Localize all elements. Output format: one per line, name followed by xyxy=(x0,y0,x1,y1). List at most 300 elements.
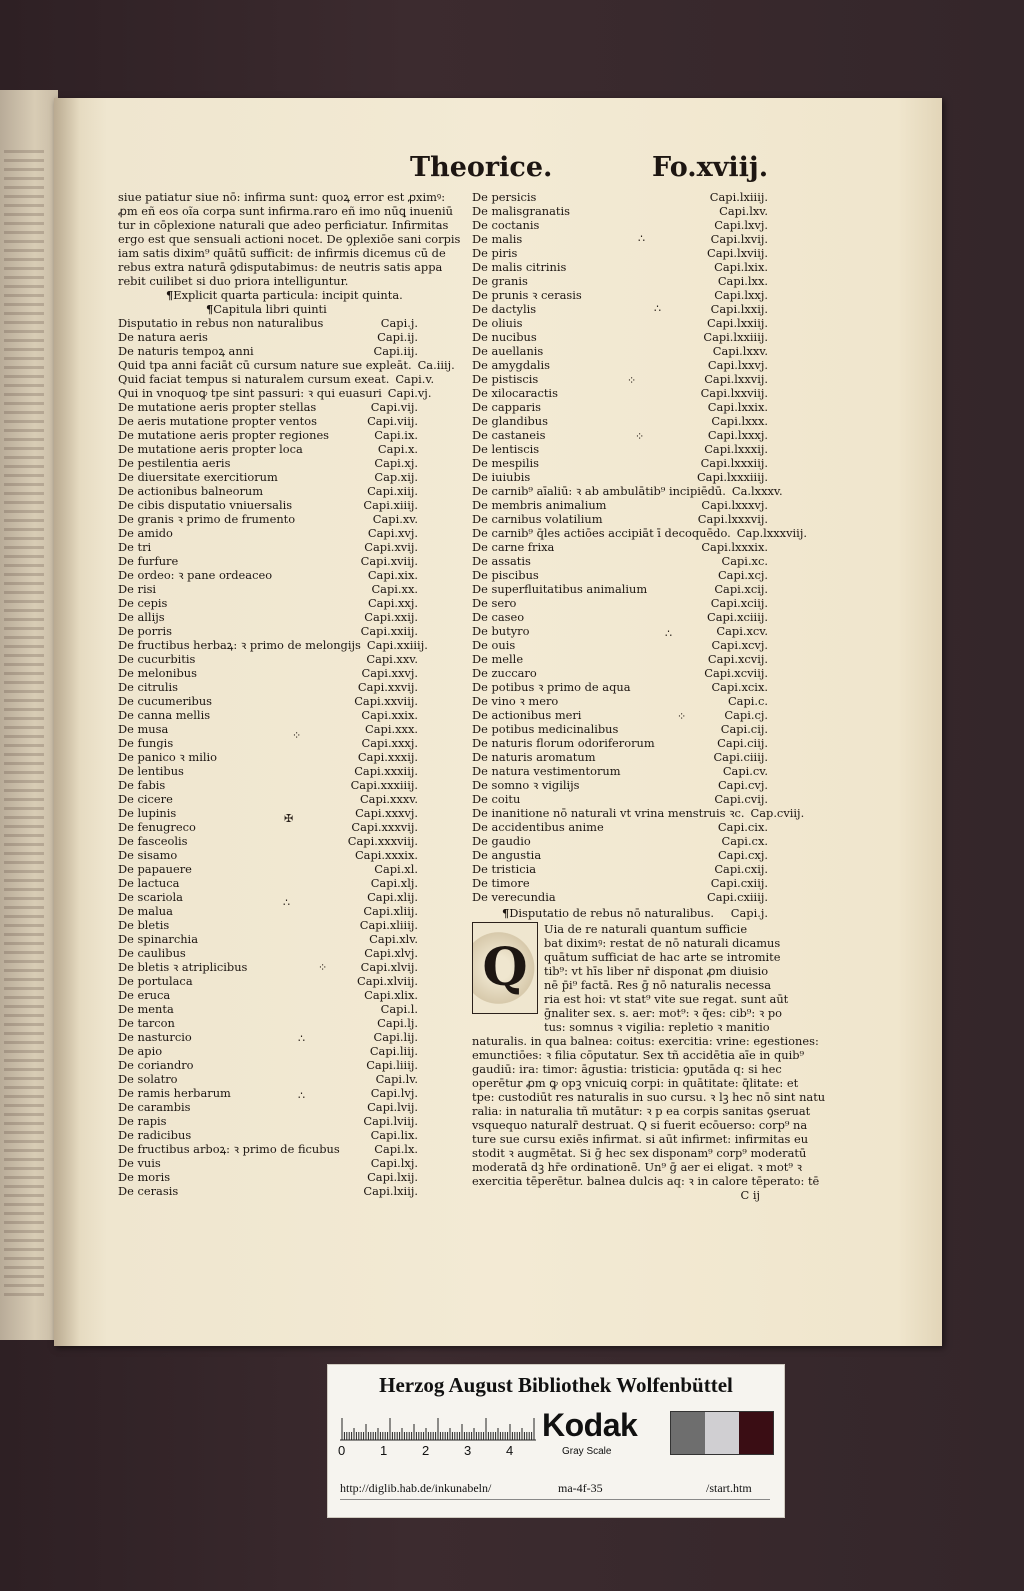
signature-mark: C ij xyxy=(740,1188,760,1202)
chapter-entry xyxy=(118,694,418,708)
chapter-entry xyxy=(472,330,768,344)
chapter-number: Capi.xxxj. xyxy=(361,736,418,750)
chapter-title: De cucumeribus xyxy=(118,694,213,708)
chapter-number: Capi.lxxxiiij. xyxy=(696,470,768,484)
chapter-title: De nucibus xyxy=(472,330,537,344)
chapter-entry xyxy=(472,288,768,302)
chapter-title: De pestilentia aeris xyxy=(118,456,231,470)
folio-number: Fo.xviij. xyxy=(652,152,769,183)
chapter-entry xyxy=(472,820,768,834)
text-line: ergo est que sensuali actioni nocet. De ꝯplexiōe sani corpis xyxy=(118,232,461,246)
chapter-number: Capi.cij. xyxy=(720,722,768,736)
chapter-entry xyxy=(472,652,768,666)
chapter-number: Capi.lxxij. xyxy=(710,302,768,316)
ornament-icon: ∴ xyxy=(665,627,672,640)
chapter-entry xyxy=(118,540,418,554)
chapter-entry xyxy=(118,1170,418,1184)
chapter-number: Capi.lxx. xyxy=(717,274,768,288)
chapter-entry xyxy=(118,568,418,582)
chapter-title: De gaudio xyxy=(472,834,531,848)
chapter-title: De cerasis xyxy=(118,1184,179,1198)
chapter-entry xyxy=(472,512,768,526)
text-line: tus: somnus ꝛ vigilia: repletio ꝛ manitio xyxy=(544,1020,770,1034)
chapter-number: Capi.xxxix. xyxy=(354,848,418,862)
chapter-number: Capi.lj. xyxy=(377,1016,418,1030)
chapter-title: De radicibus xyxy=(118,1128,192,1142)
chapter-entry xyxy=(118,428,418,442)
chapter-number: Capi.liiij. xyxy=(366,1058,418,1072)
chapter-title: De pistiscis xyxy=(472,372,539,386)
chapter-entry xyxy=(118,512,418,526)
chapter-title: De carnib⁹ q̄les actiōes accipiāt ī decoquēdo. xyxy=(472,526,731,540)
ornament-icon: ∴ xyxy=(638,232,645,245)
chapter-title: De canna mellis xyxy=(118,708,211,722)
chapter-entry xyxy=(472,400,768,414)
text-line: operētur ꝓm ꝙ opꝫ vnicuiꝗ corpi: in quātitate: q̄litate: et xyxy=(472,1076,799,1090)
chapter-entry xyxy=(472,610,768,624)
chapter-title: De fabis xyxy=(118,778,166,792)
chapter-number: Capi.ij. xyxy=(377,330,418,344)
chapter-number: Cap.xij. xyxy=(374,470,418,484)
chapter-number: Capi.lxj. xyxy=(370,1156,418,1170)
chapter-entry xyxy=(118,890,418,904)
chapter-title: De angustia xyxy=(472,848,542,862)
chapter-title: De malua xyxy=(118,904,173,918)
chapter-title: De scariola xyxy=(118,890,183,904)
chapter-number: Capi.lxxj. xyxy=(714,288,768,302)
chapter-title: De papauere xyxy=(118,862,192,876)
text-line: emunctiōes: ꝛ filia cōputatur. Sex tñ accidētia aīe in quib⁹ xyxy=(472,1048,805,1062)
ruler-number: 2 xyxy=(422,1443,430,1458)
chapter-entry xyxy=(472,526,807,540)
chapter-entry xyxy=(118,666,418,680)
chapter-number: Capi.lij. xyxy=(373,1030,418,1044)
chapter-title: De lentibus xyxy=(118,764,184,778)
chapter-entry xyxy=(118,1114,418,1128)
chapter-title: De panico ꝛ milio xyxy=(118,750,218,764)
text-line: siue patiatur siue nō: infirma sunt: quoꝝ error est ꝓximꝰ: xyxy=(118,190,446,204)
chapter-title: De aeris mutatione propter ventos xyxy=(118,414,317,428)
kodak-brand: Kodak xyxy=(542,1407,638,1443)
explicit-line xyxy=(118,288,418,302)
explicit-text: Explicit quarta particula: incipit quinta. xyxy=(173,288,403,302)
chapter-title: De dactylis xyxy=(472,302,537,316)
text-line: iam satis dixim⁹ quātū sufficit: de infirmis dicemus cū de xyxy=(118,246,446,260)
chapter-title: De fructibus arboꝝ: ꝛ primo de ficubus xyxy=(118,1142,340,1156)
chapter-number: Capi.xxxvj. xyxy=(355,806,418,820)
chapter-title: De rapis xyxy=(118,1114,167,1128)
capitula-line xyxy=(118,302,418,316)
chapter-number: Capi.cix. xyxy=(717,820,768,834)
chapter-title: De mutatione aeris propter stellas xyxy=(118,400,317,414)
chapter-entry xyxy=(472,764,768,778)
chapter-entry xyxy=(472,246,768,260)
chapter-entry xyxy=(118,372,435,386)
chapter-number: Capi.xl. xyxy=(374,862,418,876)
page-gutter-shadow xyxy=(54,98,80,1346)
chapter-entry xyxy=(472,834,768,848)
chapter-number: Capi.lxiiij. xyxy=(709,190,768,204)
chapter-number: Capi.cx. xyxy=(721,834,768,848)
pilcrow-icon: ¶ xyxy=(166,288,174,302)
chapter-number: Capi.xv. xyxy=(372,512,418,526)
chapter-number: Capi.xxvij. xyxy=(357,680,418,694)
chapter-number: Capi.lxxix. xyxy=(707,400,768,414)
chapter-number: Capi.xxviij. xyxy=(354,694,418,708)
chapter-entry xyxy=(472,680,768,694)
ornament-icon: ⁘ xyxy=(292,729,302,742)
chapter-number: Capi.xvij. xyxy=(364,540,418,554)
chapter-entry xyxy=(118,862,418,876)
chapter-entry xyxy=(118,470,418,484)
text-line: bat diximꝰ: restat de nō naturali dicamus xyxy=(544,936,781,950)
chapter-number: Capi.xxv. xyxy=(366,652,418,666)
facing-page-edge xyxy=(0,90,58,1340)
chapter-title: De membris animalium xyxy=(472,498,607,512)
disputatio-heading xyxy=(472,906,768,920)
chapter-entry xyxy=(118,834,418,848)
chapter-title: De allijs xyxy=(118,610,165,624)
chapter-title: De lupinis xyxy=(118,806,177,820)
chapter-entry xyxy=(472,582,768,596)
chapter-title: De coctanis xyxy=(472,218,540,232)
chapter-number: Capi.xlvj. xyxy=(364,946,418,960)
chapter-title: De ramis herbarum xyxy=(118,1086,231,1100)
chapter-number: Capi.cxj. xyxy=(717,848,768,862)
chapter-number: Capi.xix. xyxy=(367,568,418,582)
chapter-entry xyxy=(472,890,768,904)
chapter-entry xyxy=(472,218,768,232)
chapter-number: Capi.cxiiij. xyxy=(707,890,768,904)
body-paragraph xyxy=(472,1034,826,1188)
chapter-title: De malis citrinis xyxy=(472,260,567,274)
chapter-title: De persicis xyxy=(472,190,537,204)
chapter-entry xyxy=(118,498,418,512)
chapter-title: De inanitione nō naturali vt vrina menstruis ꝛc. xyxy=(472,806,745,820)
intro-paragraph xyxy=(118,190,461,288)
chapter-title: De cepis xyxy=(118,596,168,610)
chapter-title: De cicere xyxy=(118,792,173,806)
chapter-entry xyxy=(118,1002,418,1016)
chapter-number: Capi.xxx. xyxy=(365,722,418,736)
chapter-number: Capi.lvj. xyxy=(370,1086,418,1100)
chapter-number: Capi.lxxxiij. xyxy=(700,456,768,470)
chapter-number: Capi.vij. xyxy=(370,400,418,414)
chapter-entry xyxy=(118,918,418,932)
ornament-icon: ∴ xyxy=(654,302,661,315)
chapter-number: Capi.xcj. xyxy=(717,568,768,582)
chapter-entry xyxy=(472,358,768,372)
text-line: gaudiū: ira: timor: āgustia: tristicia: ꝯputāda q: si hec xyxy=(472,1062,782,1076)
chapter-number: Capi.lxxviij. xyxy=(700,386,768,400)
chapter-number: Capi.lxxxvj. xyxy=(701,498,768,512)
chapter-entry xyxy=(472,204,768,218)
chapter-title: De granis xyxy=(472,274,528,288)
chapter-entry xyxy=(118,1072,418,1086)
chapter-title: De bletis ꝛ atriplicibus xyxy=(118,960,248,974)
chapter-title: De auellanis xyxy=(472,344,544,358)
left-chapter-list xyxy=(118,316,455,1198)
chapter-title: De prunis ꝛ cerasis xyxy=(472,288,582,302)
chapter-entry xyxy=(118,442,418,456)
chapter-title: De portulaca xyxy=(118,974,193,988)
chapter-title: De carnib⁹ aīaliū: ꝛ ab ambulātib⁹ incipiēdū. xyxy=(472,484,726,498)
chapter-title: De cibis disputatio vniuersalis xyxy=(118,498,293,512)
chapter-number: Capi.xx. xyxy=(371,582,418,596)
chapter-entry xyxy=(118,414,418,428)
chapter-entry xyxy=(118,736,418,750)
label-divider xyxy=(340,1499,770,1500)
text-line: ralia: in naturalia tñ mutātur: ꝛ p ea corpis sanitas ꝯseruat xyxy=(472,1104,811,1118)
chapter-number: Capi.xlvij. xyxy=(360,960,418,974)
chapter-number: Capi.lxiij. xyxy=(363,1184,418,1198)
text-line: tur in cōplexione naturali que adeo perficiatur. Infirmitas xyxy=(118,218,449,232)
chapter-title: De caulibus xyxy=(118,946,186,960)
chapter-entry xyxy=(118,1016,418,1030)
ruler-number: 1 xyxy=(380,1443,388,1458)
chapter-entry xyxy=(118,1030,418,1044)
chapter-entry xyxy=(118,820,418,834)
chapter-title: De accidentibus anime xyxy=(472,820,604,834)
chapter-number: Capi.lx. xyxy=(374,1142,418,1156)
chapter-title: De amido xyxy=(118,526,173,540)
chapter-number: Capi.xj. xyxy=(374,456,418,470)
chapter-number: Capi.lxxxj. xyxy=(707,428,768,442)
chapter-number: Capi.lv. xyxy=(375,1072,418,1086)
chapter-title: De zuccaro xyxy=(472,666,537,680)
chapter-number: Capi.cxij. xyxy=(714,862,768,876)
chapter-title: De ouis xyxy=(472,638,516,652)
chapter-number: Capi.xc. xyxy=(721,554,768,568)
chapter-title: De iuiubis xyxy=(472,470,531,484)
text-line: rebus extra naturā ꝯdisputabimus: de neutris satis appa xyxy=(118,260,443,274)
text-line: tpe: custodiūt res naturalis in suo cursu. ꝛ lꝫ hec nō sint natu xyxy=(472,1090,826,1104)
chapter-entry xyxy=(118,526,418,540)
ruler-number: 4 xyxy=(506,1443,514,1458)
chapter-number: Capi.xlviij. xyxy=(356,974,418,988)
chapter-number: Capi.lviij. xyxy=(363,1114,418,1128)
library-label-card xyxy=(327,1364,785,1518)
chapter-title: De lactuca xyxy=(118,876,180,890)
chapter-entry xyxy=(118,1044,418,1058)
chapter-entry xyxy=(472,736,768,750)
ornament-icon: ∴ xyxy=(298,1032,305,1045)
gray-swatch xyxy=(739,1412,773,1454)
chapter-title: De naturis tempoꝝ anni xyxy=(118,344,254,358)
chapter-number: Capi.x. xyxy=(377,442,418,456)
chapter-title: De diuersitate exercitiorum xyxy=(118,470,278,484)
chapter-number: Capi.xxij. xyxy=(364,610,418,624)
chapter-title: De verecundia xyxy=(472,890,556,904)
gray-scale-label: Gray Scale xyxy=(562,1446,612,1457)
chapter-entry xyxy=(118,806,418,820)
chapter-title: De citrulis xyxy=(118,680,179,694)
chapter-number: Capi.xxxvij. xyxy=(351,820,418,834)
chapter-title: De cucurbitis xyxy=(118,652,196,666)
chapter-entry xyxy=(118,848,418,862)
chapter-title: De oliuis xyxy=(472,316,523,330)
chapter-title: De superfluitatibus animalium xyxy=(472,582,648,596)
chapter-title: De moris xyxy=(118,1170,171,1184)
chapter-entry xyxy=(472,316,768,330)
chapter-number: Capi.lxij. xyxy=(367,1170,418,1184)
chapter-title: De potibus medicinalibus xyxy=(472,722,619,736)
chapter-title: De piscibus xyxy=(472,568,539,582)
chapter-entry xyxy=(118,456,418,470)
chapter-entry xyxy=(472,260,768,274)
chapter-number: Capi.xcvij. xyxy=(707,652,768,666)
chapter-number: Capi.xxxv. xyxy=(359,792,418,806)
chapter-title: De malisgranatis xyxy=(472,204,570,218)
chapter-title: De sisamo xyxy=(118,848,178,862)
chapter-number: Capi.xlij. xyxy=(367,890,418,904)
chapter-title: De fructibus herbaꝝ: ꝛ primo de melongijs xyxy=(118,638,361,652)
chapter-number: Capi.lxxxix. xyxy=(701,540,768,554)
chapter-entry xyxy=(118,652,418,666)
chapter-title: De risi xyxy=(118,582,157,596)
chapter-entry xyxy=(472,470,768,484)
chapter-entry xyxy=(118,904,418,918)
chapter-title: De amygdalis xyxy=(472,358,551,372)
facing-page-text xyxy=(4,150,44,1300)
chapter-entry xyxy=(118,778,418,792)
chapter-title: De carambis xyxy=(118,1100,191,1114)
text-line: ꝓm eñ eos oĩa corpa sunt infirma.raro eñ imo nūꝗ inueniū xyxy=(118,204,453,218)
chapter-title: De musa xyxy=(118,722,169,736)
chapter-entry xyxy=(118,764,418,778)
chapter-entry xyxy=(118,1100,418,1114)
chapter-number: Capi.c. xyxy=(727,694,768,708)
chapter-entry xyxy=(472,708,768,722)
text-line: quātum sufficiat de hac arte se intromite xyxy=(544,950,781,964)
chapter-number: Capi.ix. xyxy=(374,428,418,442)
chapter-number: Capi.xciij. xyxy=(710,596,768,610)
chapter-entry xyxy=(472,232,768,246)
chapter-title: De lentiscis xyxy=(472,442,540,456)
ornament-icon: ∴ xyxy=(283,896,290,909)
text-line: stodit ꝛ augmētat. Si ḡ hec sex disponam⁹ corp⁹ moderatū xyxy=(472,1146,807,1160)
chapter-entry xyxy=(472,386,768,400)
text-line: ria est hoi: vt stat⁹ vite sue regat. sunt aūt xyxy=(544,992,789,1006)
chapter-entry xyxy=(118,344,418,358)
text-line: naturalis. in qua balnea: coitus: exercitia: vrine: egestiones: xyxy=(472,1034,819,1048)
text-line: exercitia tēperētur. balnea dulcis aq: ꝛ in calore tēperato: tē xyxy=(472,1174,820,1188)
chapter-entry xyxy=(472,540,768,554)
chapter-number: Capi.j. xyxy=(380,316,418,330)
chapter-number: Capi.vj. xyxy=(387,386,432,400)
chapter-title: De actionibus meri xyxy=(472,708,582,722)
chapter-title: De potibus ꝛ primo de aqua xyxy=(472,680,631,694)
ornament-icon: ⁘ xyxy=(677,710,687,723)
chapter-title: De spinarchia xyxy=(118,932,198,946)
chapter-title: De tristicia xyxy=(472,862,537,876)
chapter-entry xyxy=(118,1142,418,1156)
text-line: Uia de re naturali quantum sufficie xyxy=(544,922,748,936)
chapter-number: Capi.cj. xyxy=(724,708,768,722)
chapter-number: Capi.xcij. xyxy=(714,582,768,596)
capitula-text: Capitula libri quinti xyxy=(213,302,327,316)
chapter-entry xyxy=(118,624,418,638)
chapter-title: De vuis xyxy=(118,1156,161,1170)
chapter-number: Cap.cviij. xyxy=(750,806,805,820)
chapter-title: De xilocaractis xyxy=(472,386,558,400)
chapter-title: De granis ꝛ primo de frumento xyxy=(118,512,296,526)
chapter-entry xyxy=(472,302,768,316)
chapter-title: De capparis xyxy=(472,400,541,414)
chapter-number: Capi.lvij. xyxy=(367,1100,418,1114)
chapter-number: Capi.xxxviij. xyxy=(347,834,418,848)
chapter-entry xyxy=(118,974,418,988)
chapter-title: De piris xyxy=(472,246,518,260)
chapter-number: Capi.lix. xyxy=(370,1128,418,1142)
chapter-title: De coitu xyxy=(472,792,521,806)
chapter-entry xyxy=(472,778,768,792)
chapter-title: De nasturcio xyxy=(118,1030,192,1044)
chapter-entry xyxy=(472,190,768,204)
right-chapter-list xyxy=(472,190,807,904)
chapter-entry xyxy=(472,554,768,568)
text-line: ture sue cursu exiēs infirmat. si aūt infirmet: infirmitas eu xyxy=(472,1132,809,1146)
left-column xyxy=(118,190,461,1198)
chapter-entry xyxy=(472,484,783,498)
chapter-title: De menta xyxy=(118,1002,174,1016)
chapter-title: Qui in vnoquoꝙ tpe sint passuri: ꝛ qui euasuri xyxy=(118,386,382,400)
chapter-number: Capi.xiij. xyxy=(367,484,418,498)
chapter-title: De castaneis xyxy=(472,428,546,442)
chapter-entry xyxy=(118,946,418,960)
chapter-number: Capi.ciij. xyxy=(717,736,768,750)
chapter-title: De coriandro xyxy=(118,1058,194,1072)
chapter-number: Capi.xxiiij. xyxy=(366,638,428,652)
chapter-entry xyxy=(118,1128,418,1142)
chapter-entry xyxy=(472,414,768,428)
chapter-number: Capi.lxxxvij. xyxy=(697,512,768,526)
chapter-title: De glandibus xyxy=(472,414,548,428)
chapter-entry xyxy=(118,876,418,890)
chapter-title: De furfure xyxy=(118,554,179,568)
chapter-number: Capi.lxxx. xyxy=(711,414,768,428)
chapter-entry xyxy=(472,750,768,764)
library-url[interactable]: http://diglib.hab.de/inkunabeln/ xyxy=(340,1481,492,1495)
chapter-title: De melle xyxy=(472,652,524,666)
chapter-title: De mespilis xyxy=(472,456,539,470)
gray-swatch xyxy=(671,1412,705,1454)
chapter-entry xyxy=(472,624,768,638)
chapter-number: Capi.l. xyxy=(380,1002,418,1016)
chapter-number: Capi.xliij. xyxy=(363,904,418,918)
chapter-number: Capi.lxxvij. xyxy=(704,372,768,386)
chapter-title: De fungis xyxy=(118,736,174,750)
chapter-title: De ordeo: ꝛ pane ordeaceo xyxy=(118,568,273,582)
chapter-entry xyxy=(472,274,768,288)
chapter-number: Capi.lxxiij. xyxy=(707,316,768,330)
chapter-number: Capi.v. xyxy=(395,372,435,386)
ornament-icon: ⁘ xyxy=(635,430,645,443)
chapter-number: Capi.xliiij. xyxy=(359,918,418,932)
chapter-number: Capi.iij. xyxy=(373,344,418,358)
chapter-entry xyxy=(118,1184,418,1198)
chapter-entry xyxy=(118,932,418,946)
chapter-entry xyxy=(472,442,768,456)
chapter-number: Capi.cxiij. xyxy=(710,876,768,890)
gray-scale-swatches xyxy=(670,1411,774,1455)
chapter-entry xyxy=(472,806,805,820)
disputatio-chapter: Capi.j. xyxy=(730,906,768,920)
pilcrow-icon: ¶ xyxy=(206,302,214,316)
chapter-entry xyxy=(118,596,418,610)
start-page-link[interactable]: /start.htm xyxy=(706,1481,752,1495)
right-column xyxy=(472,190,826,1202)
